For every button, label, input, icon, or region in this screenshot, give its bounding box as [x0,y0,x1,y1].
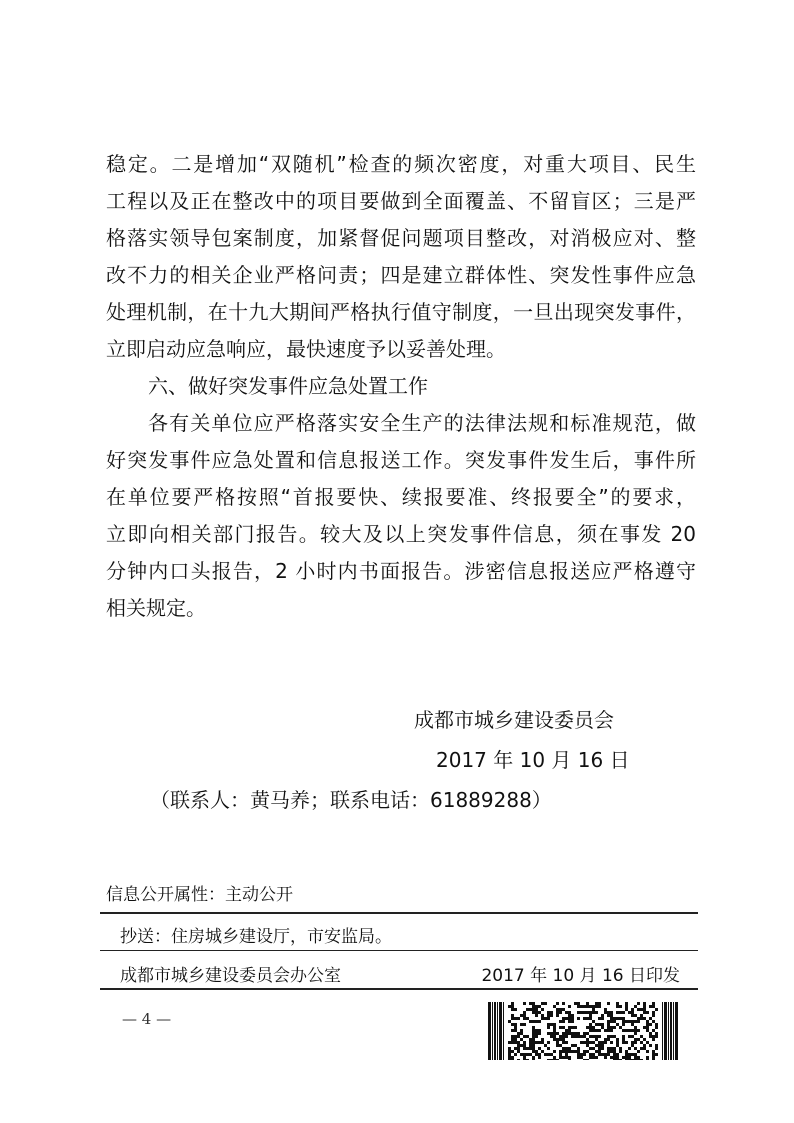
section-line: 立即向相关部门报告。较大及以上突发事件信息，须在事发 20 [106,522,696,546]
issue-date: 2017 年 10 月 16 日印发 [481,966,680,986]
section-line: 分钟内口头报告，2 小时内书面报告。涉密信息报送应严格遵守 [106,559,696,583]
footer-rule-top [100,912,698,914]
section-line: 相关规定。 [106,596,206,620]
body-line: 立即启动应急响应，最快速度予以妥善处理。 [106,337,506,361]
signature-organization: 成都市城乡建设委员会 [414,708,614,732]
signature-date: 2017 年 10 月 16 日 [436,748,630,772]
document-barcode [488,1002,678,1060]
section-line: 各有关单位应严格落实安全生产的法律法规和标准规范，做 [148,411,696,435]
body-line: 格落实领导包案制度，加紧督促问题项目整改，对消极应对、整 [106,226,696,250]
section-line: 在单位要严格按照“首报要快、续报要准、终报要全”的要求， [106,485,696,509]
contact-info: （联系人：黄马养；联系电话：61889288） [150,788,552,812]
body-line: 工程以及正在整改中的项目要做到全面覆盖、不留盲区；三是严 [106,189,696,213]
issuing-office: 成都市城乡建设委员会办公室 [120,966,341,986]
body-line: 稳定。二是增加“双随机”检查的频次密度，对重大项目、民生 [106,152,696,176]
page-number: — 4 — [122,1010,172,1028]
body-line: 处理机制，在十九大期间严格执行值守制度，一旦出现突发事件， [106,300,696,324]
section-heading: 六、做好突发事件应急处置工作 [148,374,428,398]
body-line: 改不力的相关企业严格问责；四是建立群体性、突发性事件应急 [106,263,696,287]
footer-rule-bottom [100,988,698,990]
body-text [106,146,696,627]
cc-line: 抄送：住房城乡建设厅，市安监局。 [120,927,392,947]
disclosure-attribute: 信息公开属性：主动公开 [106,885,293,905]
section-line: 好突发事件应急处置和信息报送工作。突发事件发生后，事件所 [106,448,696,472]
footer-rule-middle [100,950,698,951]
